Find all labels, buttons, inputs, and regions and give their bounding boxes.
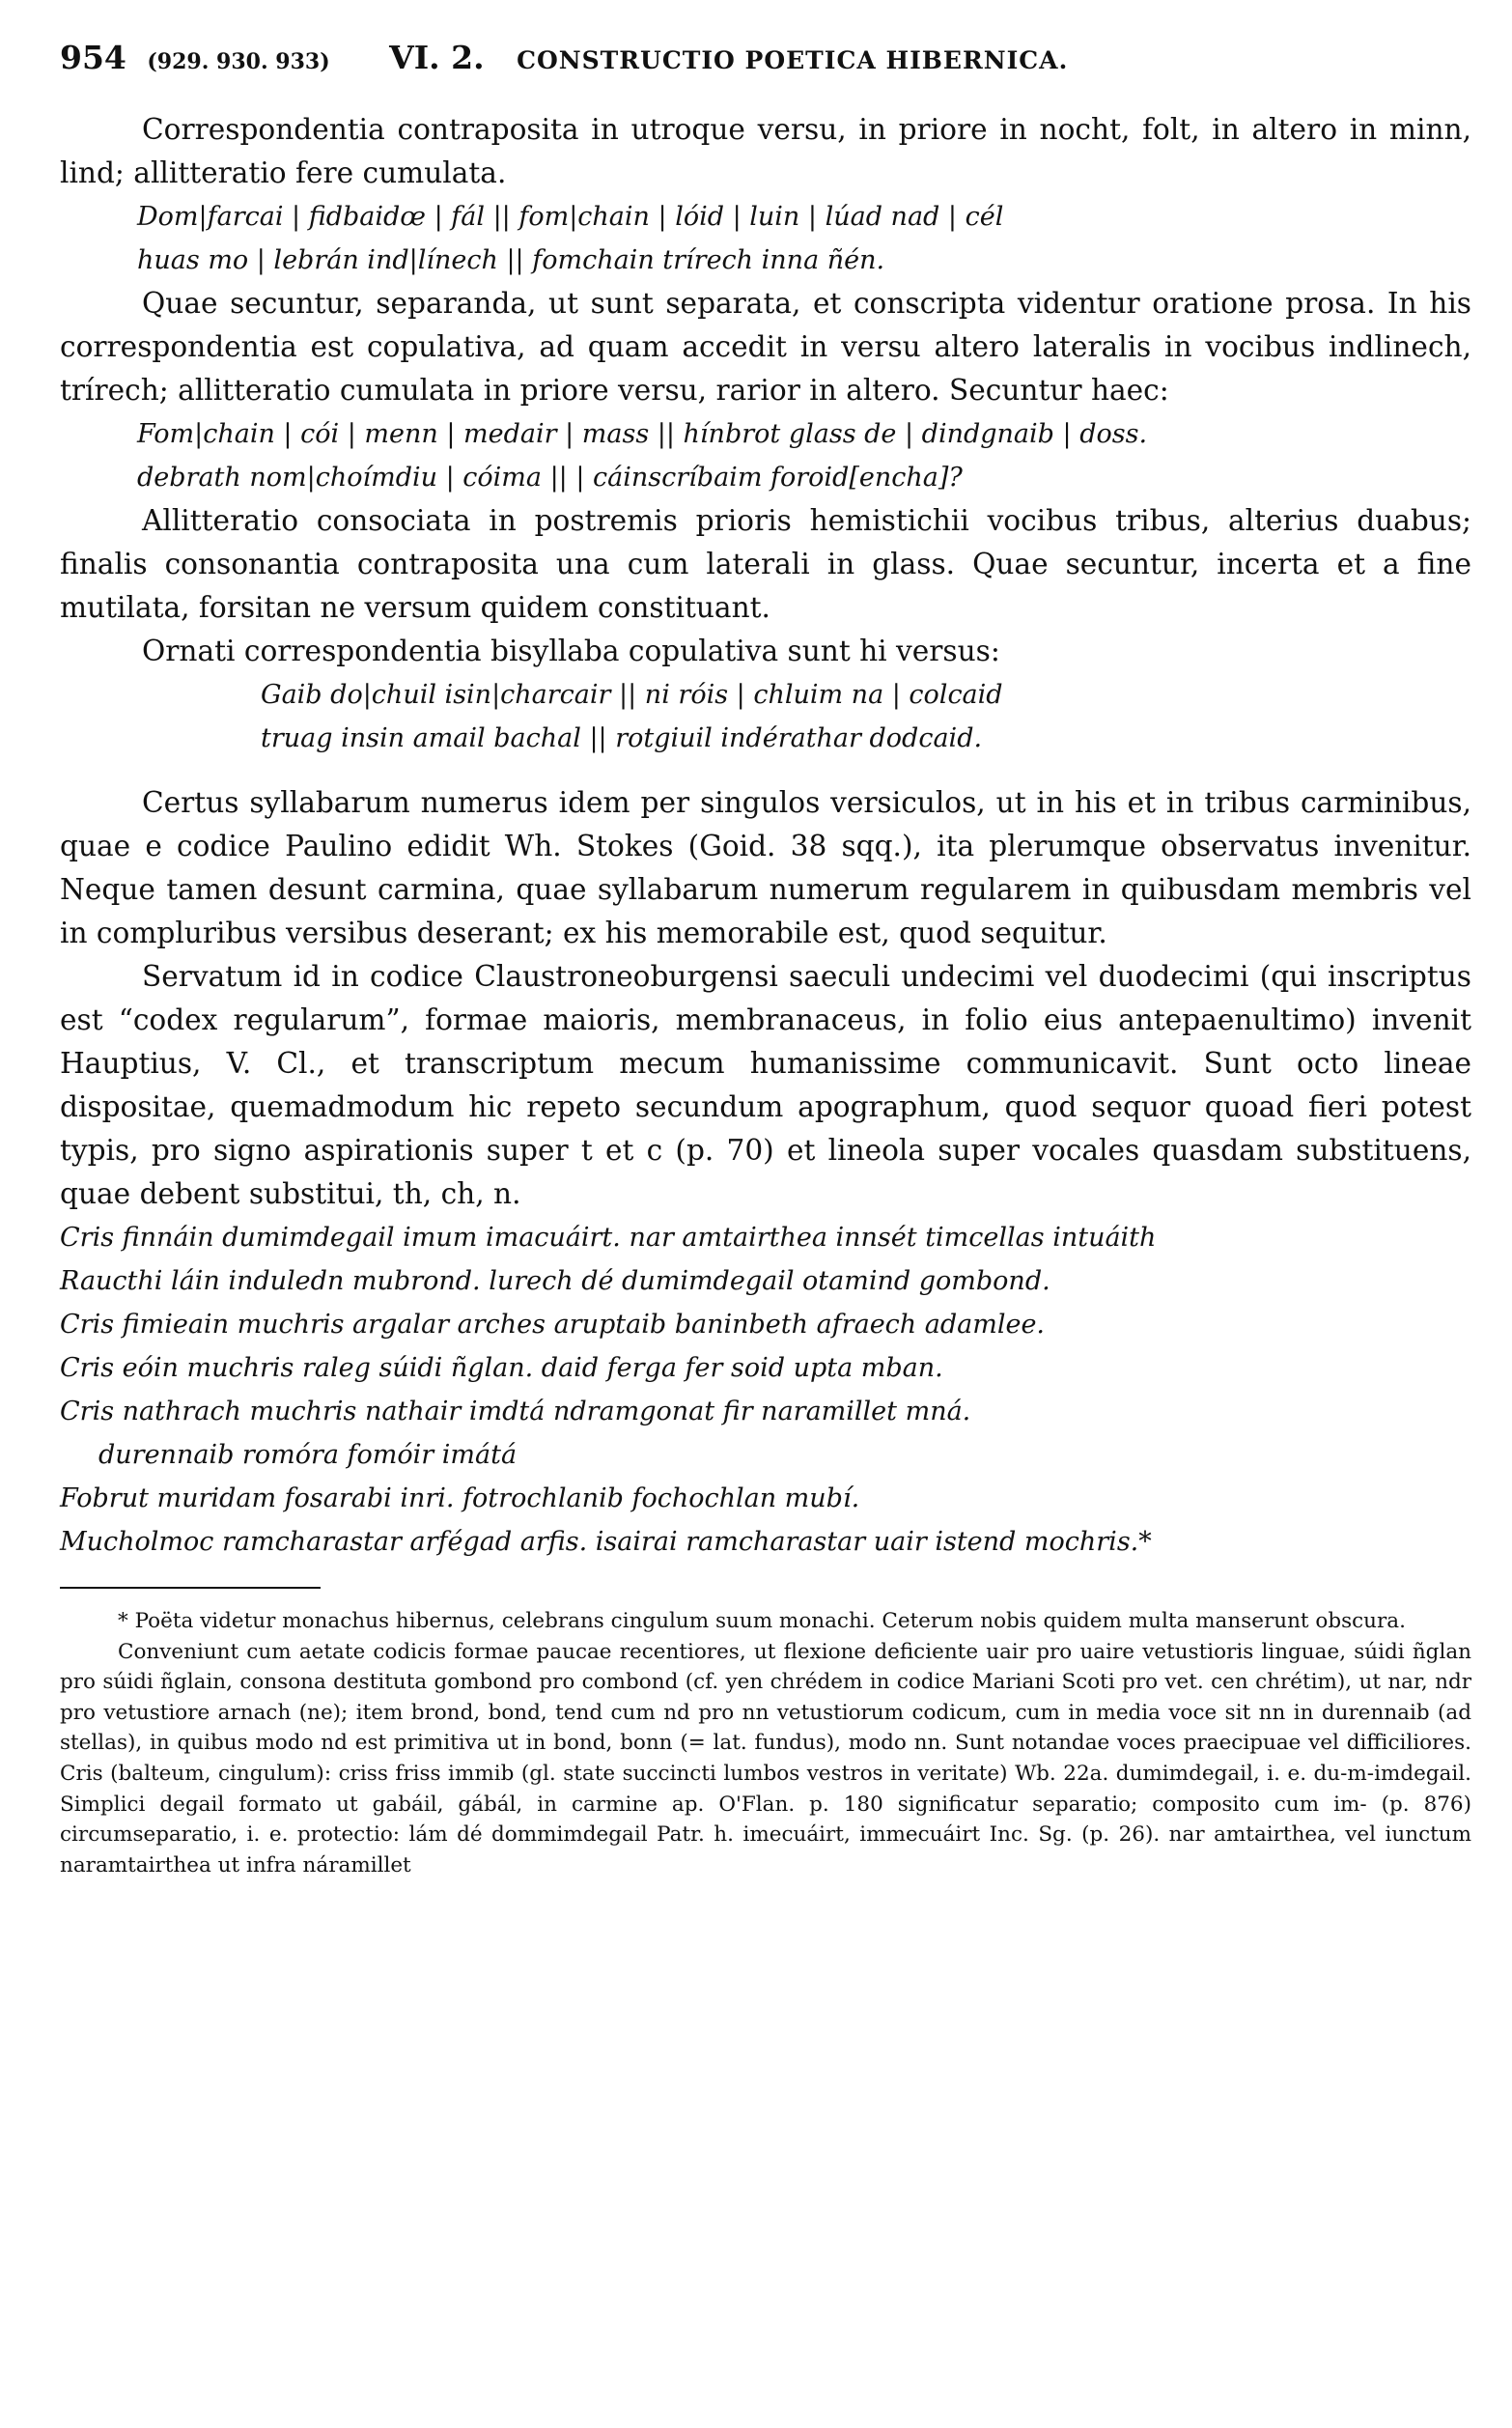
paragraph-5: Certus syllabarum numerus idem per singulos versiculos, ut in his et in tribus carminibus, quae e codice Paulino edidit Wh. Stokes (Goid. 38 sqq.), ita plerumque observatus invenitur. Neque tamen desunt carmina, quae syllabarum numerum regularem in quibusdam membris vel in compluribus versibus deserant; ex his memorabile est, quod sequitur. (60, 786, 1471, 949)
verse-block-3 (60, 673, 1471, 760)
paragraph-2: Quae secuntur, separanda, ut sunt separata, et conscripta videntur oratione prosa. In his correspondentia est copulativa, ad quam accedit in versu altero lateralis in vocibus indlinech, trírech; allitteratio cumulata in priore versu, rarior in altero. Secuntur haec: (60, 287, 1471, 407)
verse-line: Dom|farcai | fidbaidœ | fál || fom|chain | lóid | luin | lúad nad | cél (137, 202, 1004, 232)
running-header (60, 39, 1471, 87)
verse-block-1 (60, 195, 1471, 282)
paragraph-1: Correspondentia contraposita in utroque versu, in priore in nocht, folt, in altero in minn, lind; allitteratio fere cumulata. (60, 113, 1471, 189)
verse-line: huas mo | lebrán ind|línech || fomchain trírech inna ñén. (137, 245, 885, 275)
footnote-divider (60, 1587, 321, 1589)
verse-line: Fom|chain | cói | menn | medair | mass || hínbrot glass de | dindgnaib | doss. (137, 419, 1148, 449)
verse-block-4 (60, 1216, 1471, 1564)
page (60, 39, 1471, 1880)
verse-line: Raucthi láin induledn mubrond. lurech dé dumimdegail otamind gombond. (60, 1266, 1050, 1296)
verse-line: Gaib do|chuil isin|charcair || ni róis | chluim na | colcaid (261, 680, 1003, 710)
verse-line: truag insin amail bachal || rotgiuil indérathar dodcaid. (261, 723, 983, 753)
header-refs: (929. 930. 933) (147, 49, 330, 74)
verse-line: debrath nom|choímdiu | cóima || | cáinscríbaim foroid[encha]? (137, 463, 963, 493)
verse-block-2 (60, 412, 1471, 499)
paragraph-6: Servatum id in codice Claustroneoburgensi saeculi undecimi vel duodecimi (qui inscriptus est “codex regularum”, formae maioris, membranaceus, in folio eius antepaenultimo) invenit Hauptius, V. Cl., et transcriptum mecum humanissime communicavit. Sunt octo lineae dispositae, quemadmodum hic repeto secundum apographum, quod sequor quoad fieri potest typis, pro signo aspirationis super t et c (p. 70) et lineola super vocales quasdam substituens, quae debent substitui, th, ch, n. (60, 960, 1471, 1210)
paragraph-3: Allitteratio consociata in postremis prioris hemistichii vocibus tribus, alterius duabus; finalis consonantia contraposita una cum laterali in glass. Quae secuntur, incerta et a fine mutilata, forsitan ne versum quidem constituant. (60, 504, 1471, 624)
paragraph-4: Ornati correspondentia bisyllaba copulativa sunt hi versus: (142, 635, 1000, 667)
verse-line: Cris fimieain muchris argalar arches aruptaib baninbeth afraech adamlee. (60, 1310, 1046, 1340)
page-number: 954 (60, 39, 126, 76)
verse-line: Mucholmoc ramcharastar arfégad arfis. isairai ramcharastar uair istend mochris.* (60, 1527, 1152, 1557)
header-title: CONSTRUCTIO POETICA HIBERNICA. (517, 46, 1069, 74)
footnote-2: Conveniunt cum aetate codicis formae paucae recentiores, ut flexione deficiente uair pro uaire vetustioris linguae, súidi ñglan pro súidi ñglain, consona destituta gombond pro combond (cf. yen chrédem in codice Mariani Scoti pro vet. cen chrétim), ut nar, ndr pro vetustiore arnach (ne); item brond, bond, tend cum nd pro nn vetustiorum codicum, cum in media voce sit nn in durennaib (ad stellas), in quibus modo nd est primitiva ut in bond, bonn (= lat. fundus), modo nn. Sunt notandae voces praecipuae vel difficiliores. Cris (balteum, cingulum): criss friss immib (gl. state succincti lumbos vestros in veritate) Wb. 22a. dumimdegail, i. e. du-m-imdegail. Simplici degail formato ut gabáil, gábál, in carmine ap. O'Flan. p. 180 significatur separatio; composito cum im- (p. 876) circumseparatio, i. e. protectio: lám dé dommimdegail Patr. h. imecuáirt, immecuáirt Inc. Sg. (p. 26). nar amtairthea, vel iunctum naramtairthea ut infra náramillet (60, 1639, 1471, 1877)
footnote-1: * Poëta videtur monachus hibernus, celebrans cingulum suum monachi. Ceterum nobis quidem multa manserunt obscura. (118, 1609, 1406, 1633)
verse-line: Cris finnáin dumimdegail imum imacuáirt. nar amtairthea innsét timcellas intuáith (60, 1223, 1157, 1253)
verse-line: Cris nathrach muchris nathair imdtá ndramgonat fir naramillet mná. (60, 1397, 971, 1426)
verse-line: Fobrut muridam fosarabi inri. fotrochlanib fochochlan mubí. (60, 1483, 860, 1513)
header-section: VI. 2. (389, 39, 485, 76)
verse-line: Cris eóin muchris raleg súidi ñglan. daid ferga fer soid upta mban. (60, 1353, 943, 1383)
verse-line: durennaib romóra fomóir imátá (98, 1440, 518, 1470)
